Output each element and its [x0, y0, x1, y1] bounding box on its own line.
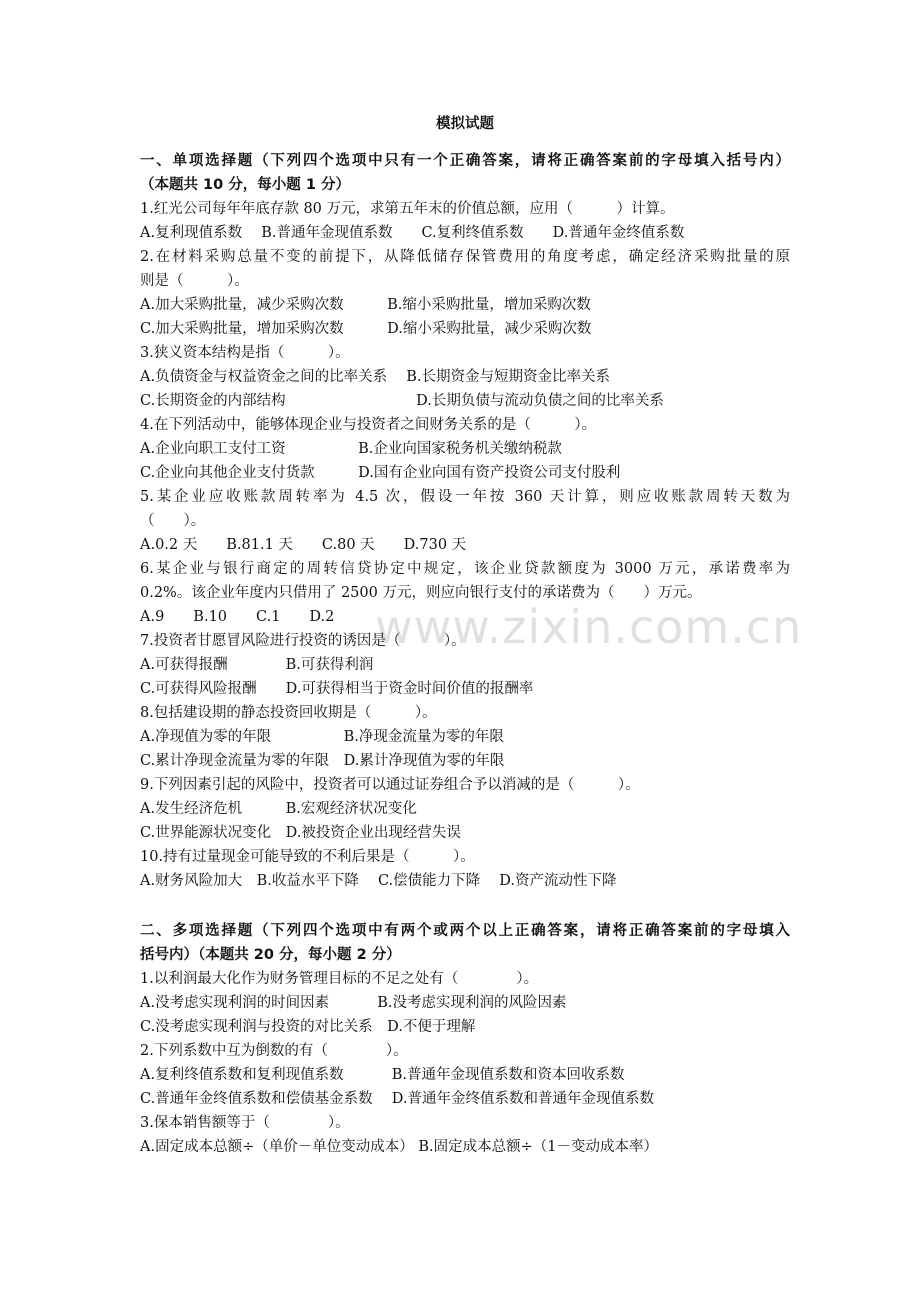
question-text: 6.某企业与银行商定的周转信贷协定中规定，该企业贷款额度为 3000 万元，承诺费率为 — [140, 561, 790, 577]
section-multiple-choice — [140, 919, 790, 1159]
answer-options: C.加大采购批量，增加采购次数 D.缩小采购批量，减少采购次数 — [140, 321, 592, 337]
answer-options: A.没考虑实现利润的时间因素 B.没考虑实现利润的风险因素 — [140, 995, 567, 1011]
question-text: 9.下列因素引起的风险中，投资者可以通过证券组合予以消减的是（ ）。 — [140, 777, 640, 793]
question-text: 2.下列系数中互为倒数的有（ ）。 — [140, 1043, 408, 1059]
question-text: 5.某企业应收账款周转率为 4.5 次，假设一年按 360 天计算，则应收账款周转天数为 — [140, 489, 790, 505]
question-text: （ ）。 — [140, 513, 206, 529]
answer-options: A.9 B.10 C.1 D.2 — [140, 609, 335, 625]
section-single-choice — [140, 149, 790, 893]
answer-options: A.负债资金与权益资金之间的比率关系 B.长期资金与短期资金比率关系 — [140, 369, 610, 385]
question-text: 则是（ ）。 — [140, 273, 249, 289]
question-text: 0.2%。该企业年度内只借用了 2500 万元，则应向银行支付的承诺费为（ ）万元。 — [140, 585, 702, 601]
question-text: 1.以利润最大化作为财务管理目标的不足之处有（ ）。 — [140, 971, 539, 987]
section-heading-line: （本题共 10 分，每小题 1 分） — [140, 177, 350, 193]
question-text: 10.持有过量现金可能导致的不利后果是（ ）。 — [140, 849, 475, 865]
watermark-text: www.zixin.com.cn — [375, 600, 803, 654]
question-text: 8.包括建设期的静态投资回收期是（ ）。 — [140, 705, 437, 721]
question-text: 1.红光公司每年年底存款 80 万元，求第五年末的价值总额，应用（ ）计算。 — [140, 201, 675, 217]
answer-options: C.世界能源状况变化 D.被投资企业出现经营失误 — [140, 825, 461, 841]
answer-options: A.复利终值系数和复利现值系数 B.普通年金现值系数和资本回收系数 — [140, 1067, 625, 1083]
answer-options: A.复利现值系数 B.普通年金现值系数 C.复利终值系数 D.普通年金终值系数 — [140, 225, 685, 241]
question-text: 7.投资者甘愿冒风险进行投资的诱因是（ ）。 — [140, 633, 466, 649]
answer-options: C.长期资金的内部结构 D.长期负债与流动负债之间的比率关系 — [140, 393, 664, 409]
answer-options: A.发生经济危机 B.宏观经济状况变化 — [140, 801, 417, 817]
answer-options: A.可获得报酬 B.可获得利润 — [140, 657, 374, 673]
question-text: 3.保本销售额等于（ ）。 — [140, 1115, 350, 1131]
section-heading-line: 括号内）（本题共 20 分，每小题 2 分） — [140, 947, 401, 963]
answer-options: C.没考虑实现利润与投资的对比关系 D.不便于理解 — [140, 1019, 476, 1035]
question-text: 3.狭义资本结构是指（ ）。 — [140, 345, 350, 361]
answer-options: C.可获得风险报酬 D.可获得相当于资金时间价值的报酬率 — [140, 681, 534, 697]
answer-options: A.加大采购批量，减少采购次数 B.缩小采购批量，增加采购次数 — [140, 297, 591, 313]
answer-options: C.企业向其他企业支付货款 D.国有企业向国有资产投资公司支付股利 — [140, 465, 621, 481]
answer-options: A.财务风险加大 B.收益水平下降 C.偿债能力下降 D.资产流动性下降 — [140, 873, 617, 889]
answer-options: A.固定成本总额÷（单价－单位变动成本） B.固定成本总额÷（1－变动成本率） — [140, 1139, 658, 1155]
section-heading-line: 一、单项选择题（下列四个选项中只有一个正确答案，请将正确答案前的字母填入括号内） — [140, 153, 790, 169]
exam-page — [140, 112, 790, 1159]
section-spacer — [140, 893, 790, 919]
page-title: 模拟试题 — [436, 116, 494, 132]
answer-options: C.普通年金终值系数和偿债基金系数 D.普通年金终值系数和普通年金现值系数 — [140, 1091, 655, 1107]
question-text: 2.在材料采购总量不变的前提下，从降低储存保管费用的角度考虑，确定经济采购批量的原 — [140, 249, 790, 265]
question-text: 4.在下列活动中，能够体现企业与投资者之间财务关系的是（ ）。 — [140, 417, 597, 433]
answer-options: C.累计净现金流量为零的年限 D.累计净现值为零的年限 — [140, 753, 505, 769]
answer-options: A.0.2 天 B.81.1 天 C.80 天 D.730 天 — [140, 537, 467, 553]
answer-options: A.企业向职工支付工资 B.企业向国家税务机关缴纳税款 — [140, 441, 562, 457]
section-heading-line: 二、多项选择题（下列四个选项中有两个或两个以上正确答案，请将正确答案前的字母填入 — [140, 923, 790, 939]
answer-options: A.净现值为零的年限 B.净现金流量为零的年限 — [140, 729, 504, 745]
